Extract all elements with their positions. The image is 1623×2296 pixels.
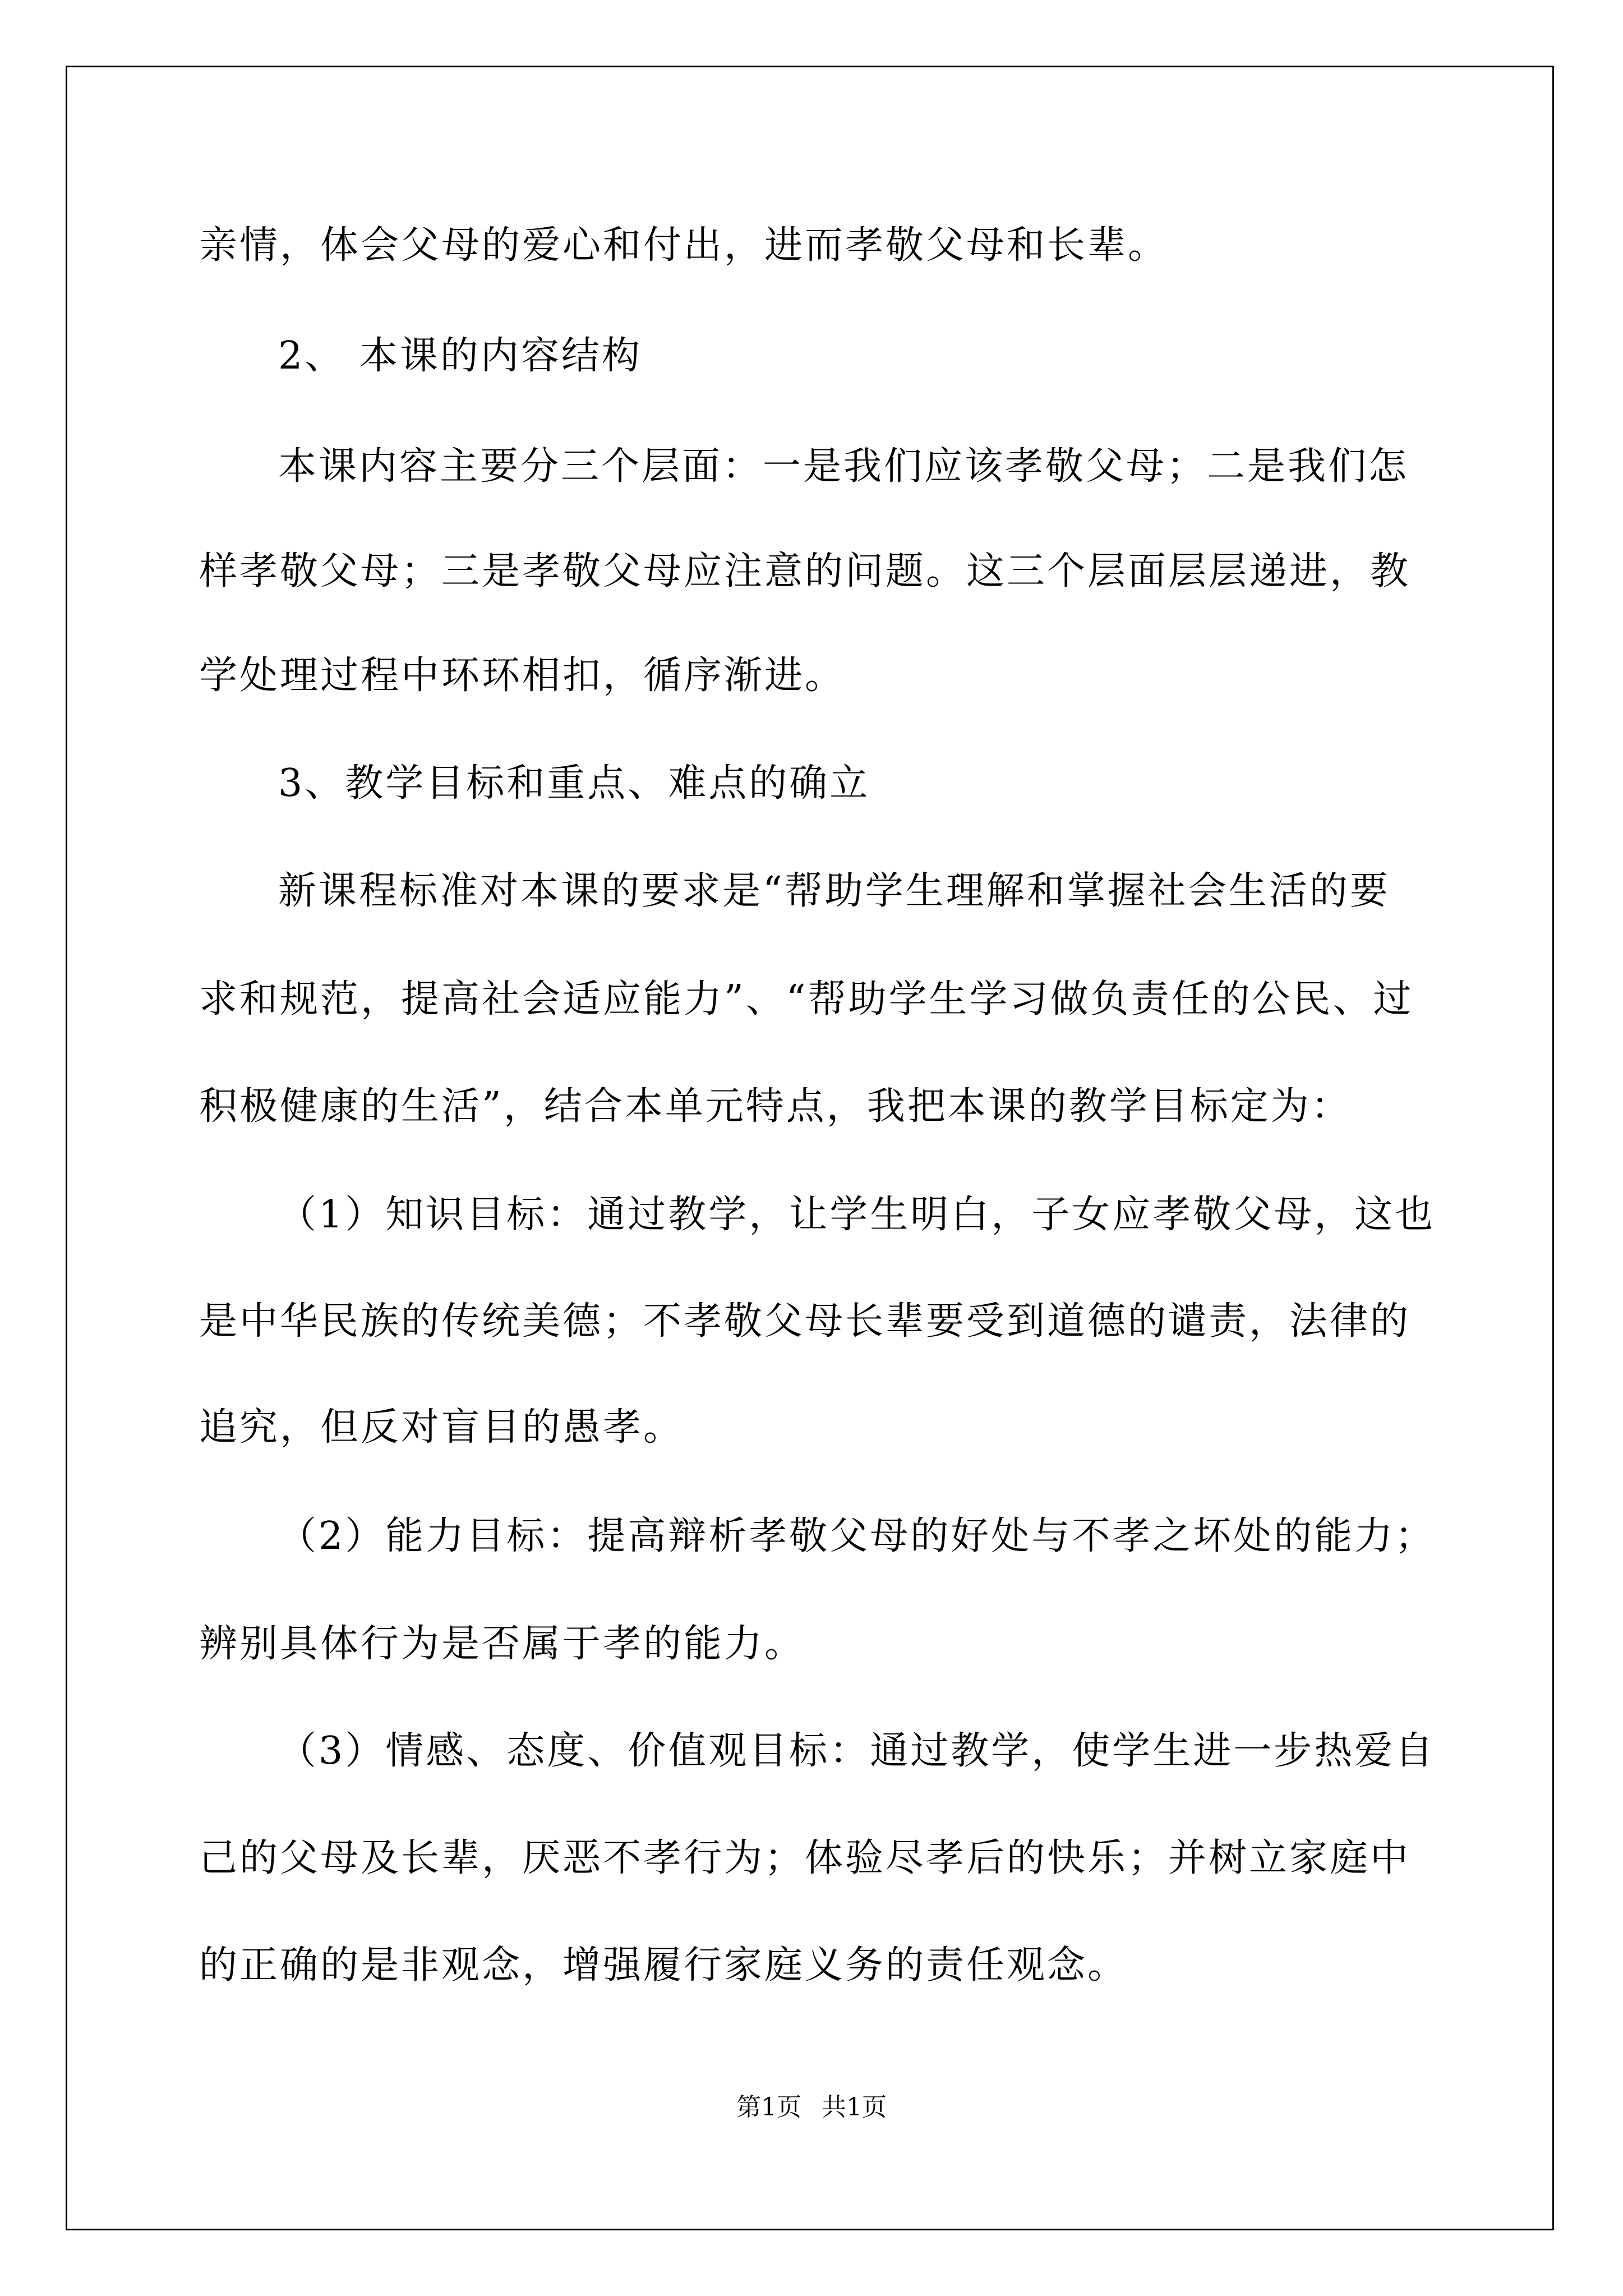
- paragraph-line: 积极健康的生活”，结合本单元特点，我把本课的教学目标定为：: [199, 1084, 1352, 1129]
- paragraph-line: 样孝敬父母；三是孝敬父母应注意的问题。这三个层面层层递进，教: [199, 549, 1411, 593]
- paragraph-line: 辨别具体行为是否属于孝的能力。: [199, 1622, 805, 1666]
- paragraph-line: （1）知识目标：通过教学，让学生明白，子女应孝敬父母，这也: [278, 1193, 1436, 1237]
- paragraph-line: 追究，但反对盲目的愚孝。: [199, 1405, 684, 1450]
- paragraph-line: 求和规范，提高社会适应能力”、“帮助学生学习做负责任的公民、过: [199, 977, 1414, 1022]
- paragraph-line: 是中华民族的传统美德；不孝敬父母长辈要受到道德的谴责，法律的: [199, 1299, 1411, 1343]
- section-heading: 2、 本课的内容结构: [278, 334, 642, 378]
- paragraph-line: （2）能力目标：提高辩析孝敬父母的好处与不孝之坏处的能力；: [278, 1514, 1436, 1558]
- paragraph-line: 的正确的是非观念，增强履行家庭义务的责任观念。: [199, 1943, 1128, 1987]
- page-total: 共1页: [822, 2093, 887, 2122]
- page-footer: [0, 2091, 1623, 2124]
- paragraph-line: 学处理过程中环环相扣，循序渐进。: [199, 654, 846, 698]
- paragraph-line: （3）情感、态度、价值观目标：通过教学，使学生进一步热爱自: [278, 1729, 1436, 1773]
- section-heading: 3、教学目标和重点、难点的确立: [278, 761, 870, 806]
- body-line: 亲情，体会父母的爱心和付出，进而孝敬父母和长辈。: [199, 223, 1169, 268]
- paragraph-line: 己的父母及长辈，厌恶不孝行为；体验尽孝后的快乐；并树立家庭中: [199, 1836, 1411, 1880]
- paragraph-line: 本课内容主要分三个层面：一是我们应该孝敬父母；二是我们怎: [278, 444, 1409, 489]
- paragraph-line: 新课程标准对本课的要求是“帮助学生理解和掌握社会生活的要: [278, 869, 1390, 913]
- page-frame: [66, 66, 1554, 2230]
- page-number: 第1页: [736, 2093, 801, 2122]
